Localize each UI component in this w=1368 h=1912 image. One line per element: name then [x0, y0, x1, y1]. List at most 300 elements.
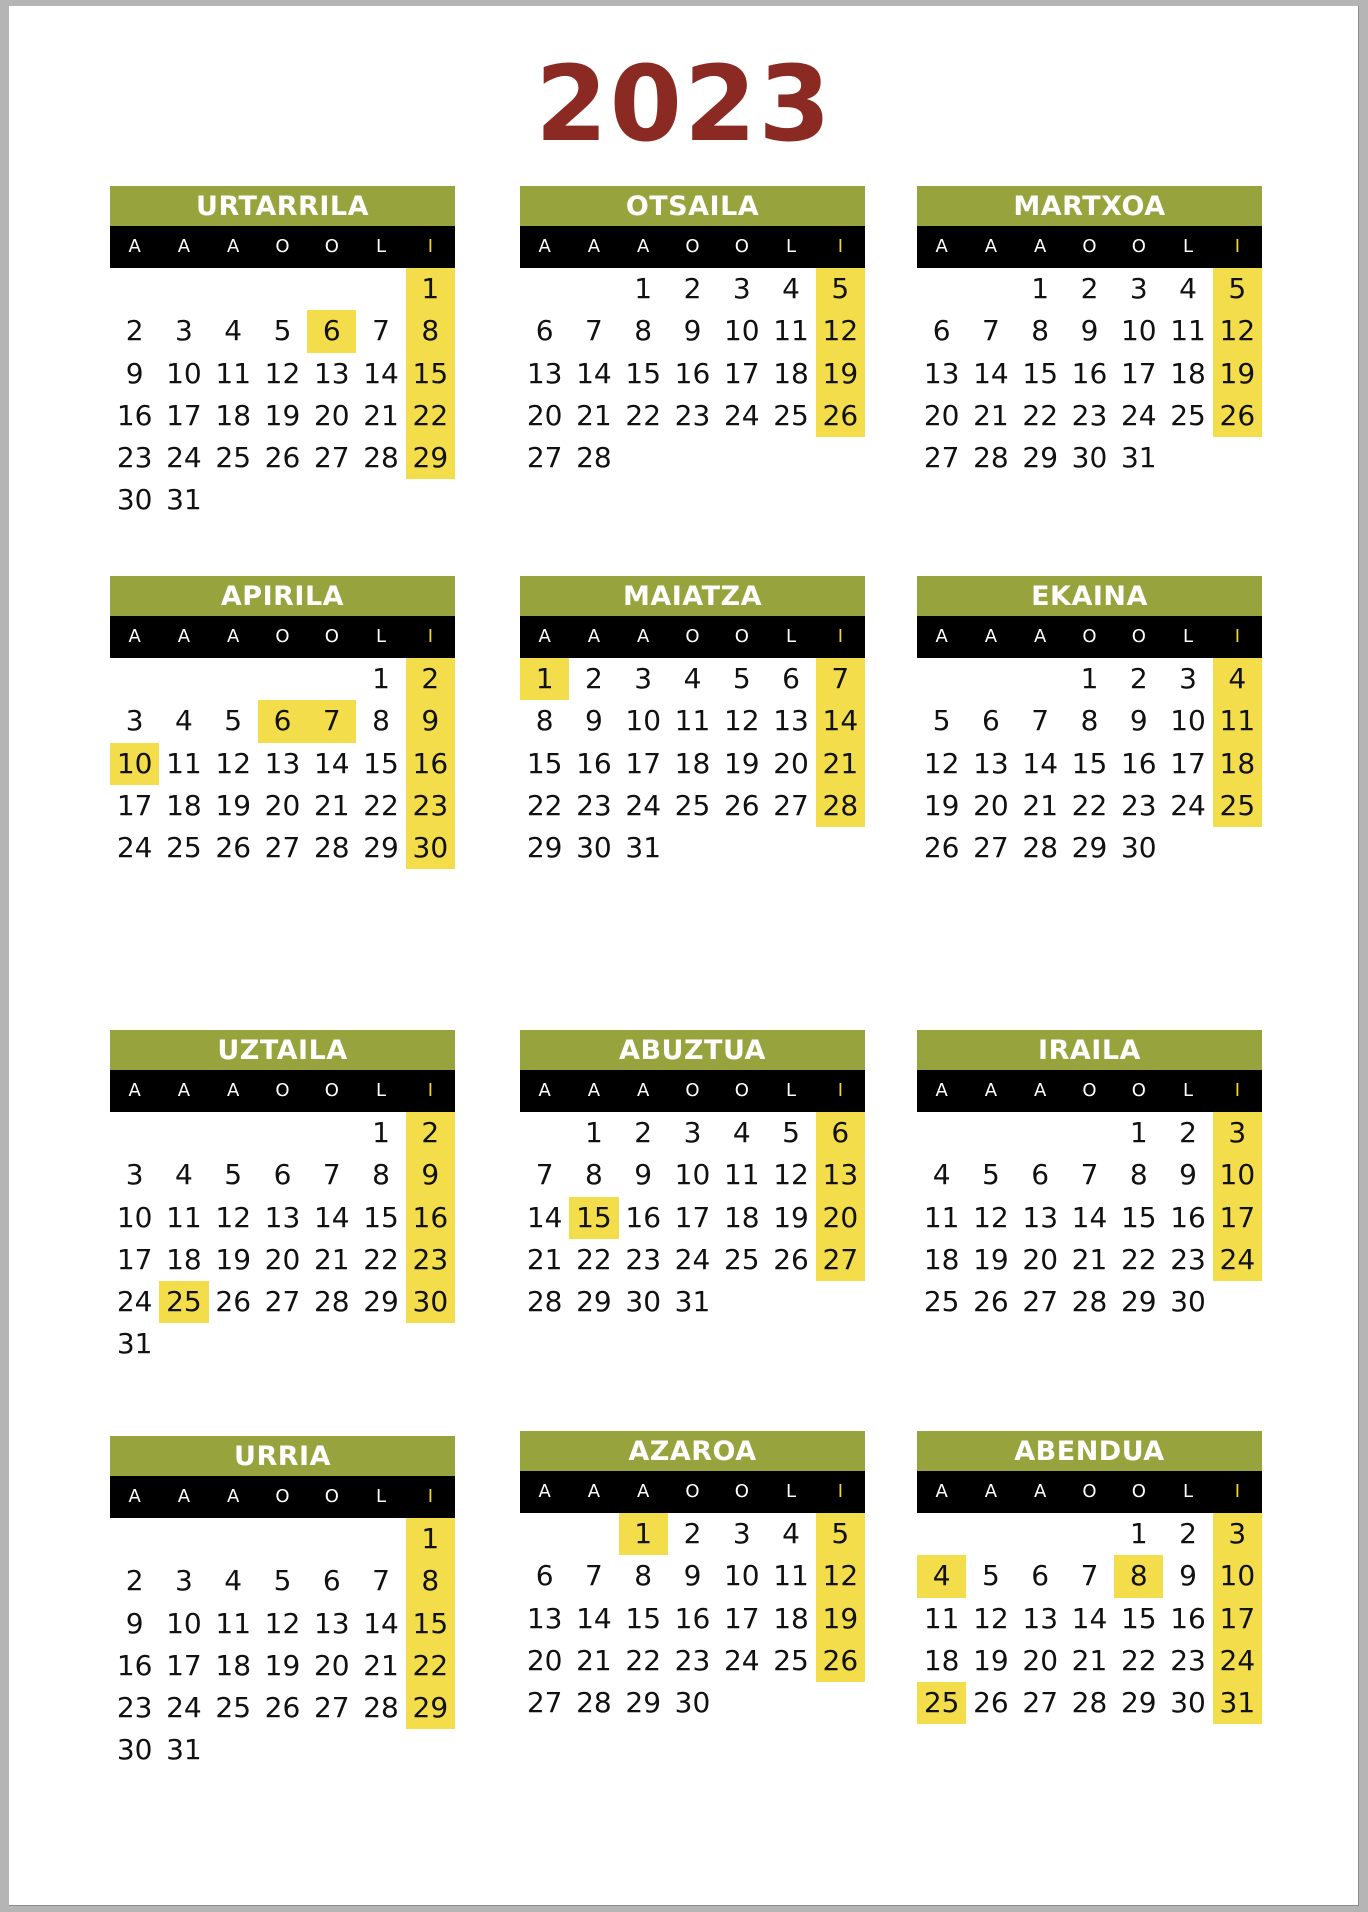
day-cell: 22 — [1022, 398, 1059, 432]
day-cell: 29 — [625, 1686, 662, 1720]
day-cell: 1 — [634, 272, 653, 305]
day-cell-sunday: 15 — [406, 1603, 455, 1645]
day-cell-holiday: 6 — [307, 310, 356, 352]
day-cell: 10 — [723, 1559, 760, 1593]
day-cell: 27 — [923, 441, 960, 475]
empty-cell — [110, 1112, 159, 1154]
day-cell-sunday: 30 — [406, 827, 455, 869]
day-cell: 18 — [773, 1601, 809, 1635]
weekday-label: A — [984, 626, 998, 647]
day-cell: 10 — [166, 356, 202, 390]
day-cell: 2 — [683, 272, 702, 305]
day-cell: 9 — [1179, 1559, 1197, 1593]
day-cell: 1 — [1031, 272, 1050, 305]
day-cell: 20 — [973, 788, 1009, 822]
day-cell-sunday: 18 — [1213, 743, 1262, 785]
day-cell: 3 — [175, 1564, 193, 1598]
day-cell: 9 — [1080, 314, 1099, 348]
day-cell: 18 — [215, 398, 252, 432]
day-cell: 3 — [732, 272, 751, 305]
day-cell: 30 — [625, 1285, 662, 1319]
day-cell: 30 — [116, 483, 153, 517]
day-cell: 23 — [1170, 1242, 1206, 1276]
weekday-label: A — [935, 1481, 948, 1502]
day-cell: 25 — [166, 831, 202, 865]
day-cell: 2 — [634, 1116, 653, 1149]
day-cell-sunday: 22 — [406, 395, 455, 437]
empty-cell — [258, 658, 307, 700]
day-cell: 13 — [1022, 1200, 1059, 1234]
day-cell: 17 — [116, 788, 153, 822]
day-cell-sunday: 29 — [406, 437, 455, 479]
month-calendar-apirila — [110, 576, 455, 869]
day-cell: 25 — [1170, 398, 1206, 432]
day-cell-holiday: 7 — [307, 700, 356, 742]
day-cell: 20 — [526, 398, 563, 432]
empty-cell — [569, 268, 618, 310]
day-cell: 12 — [723, 704, 760, 738]
day-cell-holiday: 25 — [917, 1682, 966, 1724]
empty-cell — [966, 268, 1015, 310]
day-cell: 17 — [166, 1648, 202, 1682]
day-cell: 11 — [166, 1200, 202, 1234]
days-grid — [110, 1112, 455, 1366]
empty-cell — [159, 658, 208, 700]
day-cell: 10 — [166, 1606, 202, 1640]
days-grid — [110, 658, 455, 869]
days-grid — [917, 1513, 1262, 1724]
day-cell: 12 — [973, 1601, 1009, 1635]
day-cell: 18 — [1170, 356, 1206, 390]
weekday-header-row — [917, 616, 1262, 658]
empty-cell — [307, 658, 356, 700]
day-cell: 13 — [923, 356, 960, 390]
weekday-label: O — [324, 1486, 339, 1507]
day-cell: 17 — [674, 1200, 711, 1234]
day-cell-sunday: 2 — [406, 1112, 455, 1154]
weekday-label: L — [1183, 1481, 1194, 1502]
day-cell: 17 — [625, 746, 662, 780]
day-cell: 5 — [732, 662, 751, 695]
weekday-label: I — [427, 1080, 433, 1101]
day-cell: 6 — [535, 314, 554, 348]
weekday-label: A — [128, 1486, 141, 1507]
days-grid — [520, 1513, 865, 1724]
day-cell: 2 — [125, 1564, 144, 1598]
day-cell: 28 — [1071, 1686, 1108, 1720]
day-cell: 14 — [526, 1200, 563, 1234]
day-cell: 9 — [683, 1559, 702, 1593]
day-cell: 30 — [1170, 1285, 1206, 1319]
day-cell: 20 — [1022, 1643, 1059, 1677]
day-cell: 11 — [215, 356, 252, 390]
day-cell: 3 — [1179, 662, 1197, 695]
weekday-label: A — [538, 236, 551, 257]
day-cell-sunday: 20 — [816, 1197, 865, 1239]
weekday-label: A — [1034, 626, 1047, 647]
day-cell: 29 — [1022, 441, 1059, 475]
day-cell: 21 — [973, 398, 1009, 432]
day-cell-sunday: 12 — [816, 1555, 865, 1597]
day-cell: 19 — [215, 1242, 252, 1276]
day-cell: 5 — [273, 1564, 292, 1598]
day-cell-sunday: 7 — [816, 658, 865, 700]
weekday-label: A — [587, 1481, 601, 1502]
day-cell-sunday: 15 — [406, 353, 455, 395]
weekday-label: A — [587, 1080, 601, 1101]
day-cell: 14 — [313, 1200, 350, 1234]
day-cell: 23 — [674, 1643, 711, 1677]
days-grid — [110, 1518, 455, 1772]
weekday-label: A — [177, 1486, 191, 1507]
day-cell: 11 — [923, 1200, 960, 1234]
empty-cell — [307, 268, 356, 310]
weekday-label: I — [837, 1481, 843, 1502]
weekday-label: O — [734, 626, 749, 647]
day-cell-sunday: 12 — [1213, 310, 1262, 352]
day-cell: 29 — [1071, 831, 1108, 865]
day-cell: 7 — [1080, 1158, 1099, 1192]
day-cell: 24 — [166, 1691, 202, 1725]
day-cell: 9 — [125, 356, 144, 390]
day-cell: 26 — [723, 788, 760, 822]
day-cell: 27 — [526, 1686, 563, 1720]
day-cell: 10 — [116, 1200, 153, 1234]
day-cell: 26 — [264, 1691, 301, 1725]
day-cell: 15 — [1022, 356, 1059, 390]
day-cell-sunday: 6 — [816, 1112, 865, 1154]
day-cell-sunday: 12 — [816, 310, 865, 352]
day-cell: 26 — [773, 1242, 809, 1276]
day-cell: 19 — [773, 1200, 809, 1234]
day-cell: 10 — [1170, 704, 1206, 738]
day-cell: 13 — [1022, 1601, 1059, 1635]
day-cell: 6 — [322, 1564, 341, 1598]
month-name: URTARRILA — [110, 186, 455, 226]
empty-cell — [258, 268, 307, 310]
month-name: OTSAILA — [520, 186, 865, 226]
day-cell: 2 — [1179, 1116, 1197, 1149]
month-calendar-maiatza — [520, 576, 865, 869]
empty-cell — [1016, 1513, 1065, 1555]
day-cell: 2 — [1129, 662, 1148, 695]
weekday-label: A — [984, 1481, 998, 1502]
month-name: AZAROA — [520, 1431, 865, 1471]
day-cell: 9 — [683, 314, 702, 348]
weekday-label: O — [1131, 1481, 1146, 1502]
day-cell: 8 — [1080, 704, 1099, 738]
day-cell: 21 — [363, 1648, 399, 1682]
day-cell: 8 — [1031, 314, 1050, 348]
day-cell: 30 — [576, 831, 612, 865]
day-cell: 6 — [273, 1158, 292, 1192]
day-cell: 26 — [923, 831, 960, 865]
day-cell-sunday: 5 — [816, 1513, 865, 1555]
day-cell: 15 — [1120, 1601, 1157, 1635]
weekday-label: O — [1131, 1080, 1146, 1101]
day-cell: 3 — [683, 1116, 702, 1149]
day-cell: 28 — [526, 1285, 563, 1319]
day-cell: 23 — [116, 441, 153, 475]
weekday-label: A — [637, 236, 650, 257]
day-cell: 27 — [973, 831, 1009, 865]
empty-cell — [917, 1513, 966, 1555]
day-cell: 22 — [1071, 788, 1108, 822]
day-cell: 27 — [773, 788, 809, 822]
day-cell: 14 — [1022, 746, 1059, 780]
month-calendar-azaroa — [520, 1431, 865, 1724]
day-cell: 29 — [526, 831, 563, 865]
day-cell: 28 — [363, 441, 399, 475]
day-cell: 21 — [1071, 1643, 1108, 1677]
day-cell: 18 — [723, 1200, 760, 1234]
day-cell: 20 — [313, 398, 350, 432]
month-name: ABENDUA — [917, 1431, 1262, 1471]
day-cell: 29 — [1120, 1686, 1157, 1720]
day-cell: 30 — [1170, 1686, 1206, 1720]
day-cell: 5 — [224, 1158, 243, 1192]
day-cell: 16 — [1170, 1200, 1206, 1234]
day-cell: 11 — [215, 1606, 252, 1640]
day-cell: 19 — [215, 788, 252, 822]
weekday-label: O — [685, 1080, 700, 1101]
day-cell: 4 — [175, 704, 193, 738]
day-cell: 14 — [576, 356, 612, 390]
day-cell: 23 — [576, 788, 612, 822]
day-cell: 13 — [264, 746, 301, 780]
weekday-label: L — [786, 1481, 797, 1502]
weekday-label: A — [1034, 1080, 1047, 1101]
day-cell-holiday: 15 — [569, 1197, 618, 1239]
day-cell: 22 — [1120, 1242, 1157, 1276]
day-cell-sunday: 27 — [816, 1239, 865, 1281]
month-calendar-urria — [110, 1436, 455, 1772]
day-cell: 9 — [125, 1606, 144, 1640]
day-cell: 25 — [723, 1242, 760, 1276]
weekday-label: O — [1082, 626, 1097, 647]
day-cell: 5 — [782, 1116, 800, 1149]
day-cell: 4 — [932, 1158, 951, 1192]
month-name: IRAILA — [917, 1030, 1262, 1070]
day-cell: 27 — [526, 441, 563, 475]
day-cell: 7 — [322, 1158, 341, 1192]
day-cell: 28 — [1022, 831, 1059, 865]
day-cell: 18 — [923, 1242, 960, 1276]
day-cell: 22 — [363, 1242, 399, 1276]
weekday-header-row — [110, 1476, 455, 1518]
day-cell: 20 — [264, 1242, 301, 1276]
day-cell-holiday: 8 — [1114, 1555, 1163, 1597]
day-cell: 11 — [723, 1158, 760, 1192]
day-cell: 16 — [1170, 1601, 1206, 1635]
empty-cell — [520, 268, 569, 310]
empty-cell — [966, 1112, 1015, 1154]
weekday-header-row — [520, 616, 865, 658]
day-cell: 24 — [723, 1643, 760, 1677]
day-cell: 8 — [372, 704, 390, 738]
day-cell: 24 — [1170, 788, 1206, 822]
days-grid — [520, 1112, 865, 1323]
day-cell: 6 — [1031, 1559, 1050, 1593]
day-cell: 7 — [535, 1158, 554, 1192]
day-cell: 25 — [923, 1285, 960, 1319]
weekday-label: O — [1131, 626, 1146, 647]
day-cell: 24 — [116, 831, 153, 865]
day-cell: 3 — [732, 1517, 751, 1550]
day-cell: 5 — [273, 314, 292, 348]
day-cell: 25 — [773, 1643, 809, 1677]
weekday-label: A — [637, 1481, 650, 1502]
weekday-label: O — [324, 626, 339, 647]
weekday-header-row — [917, 1070, 1262, 1112]
day-cell: 26 — [973, 1285, 1009, 1319]
day-cell-holiday: 1 — [619, 1513, 668, 1555]
days-grid — [917, 268, 1262, 479]
day-cell: 28 — [363, 1691, 399, 1725]
day-cell: 21 — [576, 398, 612, 432]
day-cell: 20 — [923, 398, 960, 432]
day-cell: 4 — [1179, 272, 1197, 305]
day-cell: 19 — [973, 1643, 1009, 1677]
weekday-header-row — [520, 1070, 865, 1112]
day-cell: 7 — [585, 314, 603, 348]
day-cell-sunday: 23 — [406, 785, 455, 827]
day-cell: 9 — [1129, 704, 1148, 738]
day-cell-sunday: 30 — [406, 1281, 455, 1323]
day-cell: 7 — [1031, 704, 1050, 738]
weekday-label: A — [935, 1080, 948, 1101]
weekday-label: A — [227, 1080, 240, 1101]
empty-cell — [917, 1112, 966, 1154]
day-cell: 17 — [723, 356, 760, 390]
month-calendar-urtarrila — [110, 186, 455, 522]
day-cell: 26 — [215, 1285, 252, 1319]
day-cell: 7 — [585, 1559, 603, 1593]
day-cell: 24 — [674, 1242, 711, 1276]
day-cell: 30 — [1071, 441, 1108, 475]
weekday-label: I — [837, 626, 843, 647]
day-cell: 24 — [1120, 398, 1157, 432]
day-cell: 1 — [1129, 1517, 1148, 1550]
weekday-label: O — [734, 1481, 749, 1502]
day-cell: 13 — [264, 1200, 301, 1234]
day-cell: 25 — [773, 398, 809, 432]
day-cell: 22 — [625, 1643, 662, 1677]
day-cell-sunday: 3 — [1213, 1513, 1262, 1555]
day-cell: 30 — [116, 1733, 153, 1767]
month-name: EKAINA — [917, 576, 1262, 616]
day-cell-sunday: 25 — [1213, 785, 1262, 827]
day-cell: 16 — [1071, 356, 1108, 390]
weekday-header-row — [520, 1471, 865, 1513]
weekday-header-row — [110, 226, 455, 268]
day-cell-sunday: 21 — [816, 743, 865, 785]
day-cell: 17 — [1120, 356, 1157, 390]
empty-cell — [569, 1513, 618, 1555]
weekday-label: A — [1034, 1481, 1047, 1502]
weekday-label: A — [128, 626, 141, 647]
day-cell: 25 — [674, 788, 711, 822]
day-cell: 13 — [313, 356, 350, 390]
empty-cell — [1016, 658, 1065, 700]
empty-cell — [110, 268, 159, 310]
day-cell: 14 — [363, 1606, 399, 1640]
days-grid — [917, 1112, 1262, 1323]
weekday-label: O — [324, 236, 339, 257]
weekday-label: A — [637, 626, 650, 647]
weekday-header-row — [110, 616, 455, 658]
weekday-label: O — [1082, 236, 1097, 257]
day-cell-sunday: 5 — [816, 268, 865, 310]
day-cell: 10 — [625, 704, 662, 738]
weekday-label: L — [376, 1080, 387, 1101]
weekday-label: L — [786, 626, 797, 647]
empty-cell — [159, 268, 208, 310]
day-cell: 14 — [973, 356, 1009, 390]
day-cell: 27 — [264, 831, 301, 865]
day-cell-sunday: 9 — [406, 1154, 455, 1196]
day-cell: 3 — [634, 662, 653, 695]
day-cell: 11 — [773, 1559, 809, 1593]
weekday-label: L — [1183, 626, 1194, 647]
day-cell: 11 — [166, 746, 202, 780]
day-cell: 13 — [773, 704, 809, 738]
day-cell: 3 — [175, 314, 193, 348]
day-cell-sunday: 17 — [1213, 1197, 1262, 1239]
day-cell-sunday: 8 — [406, 1560, 455, 1602]
day-cell: 12 — [973, 1200, 1009, 1234]
day-cell: 19 — [973, 1242, 1009, 1276]
weekday-label: A — [128, 236, 141, 257]
empty-cell — [258, 1112, 307, 1154]
day-cell-sunday: 24 — [1213, 1239, 1262, 1281]
month-calendar-ekaina — [917, 576, 1262, 869]
day-cell: 15 — [1120, 1200, 1157, 1234]
day-cell: 18 — [215, 1648, 252, 1682]
weekday-label: O — [685, 236, 700, 257]
day-cell-sunday: 13 — [816, 1154, 865, 1196]
weekday-label: I — [1234, 626, 1240, 647]
day-cell-sunday: 5 — [1213, 268, 1262, 310]
day-cell: 17 — [723, 1601, 760, 1635]
day-cell: 27 — [313, 1691, 350, 1725]
day-cell: 20 — [264, 788, 301, 822]
month-calendar-abuztua — [520, 1030, 865, 1323]
day-cell-sunday: 3 — [1213, 1112, 1262, 1154]
day-cell: 8 — [634, 1559, 653, 1593]
weekday-label: I — [1234, 236, 1240, 257]
day-cell: 6 — [1031, 1158, 1050, 1192]
days-grid — [110, 268, 455, 522]
weekday-label: A — [227, 626, 240, 647]
day-cell: 17 — [1170, 746, 1206, 780]
day-cell: 6 — [982, 704, 1000, 738]
day-cell: 19 — [264, 1648, 301, 1682]
day-cell: 24 — [625, 788, 662, 822]
weekday-label: O — [685, 626, 700, 647]
day-cell: 16 — [116, 1648, 153, 1682]
day-cell: 5 — [982, 1559, 1000, 1593]
day-cell: 18 — [166, 1242, 202, 1276]
month-name: URRIA — [110, 1436, 455, 1476]
day-cell: 13 — [526, 356, 563, 390]
day-cell: 12 — [215, 1200, 252, 1234]
day-cell: 31 — [674, 1285, 711, 1319]
weekday-label: O — [324, 1080, 339, 1101]
weekday-header-row — [917, 1471, 1262, 1513]
day-cell-sunday: 19 — [1213, 353, 1262, 395]
weekday-label: A — [637, 1080, 650, 1101]
